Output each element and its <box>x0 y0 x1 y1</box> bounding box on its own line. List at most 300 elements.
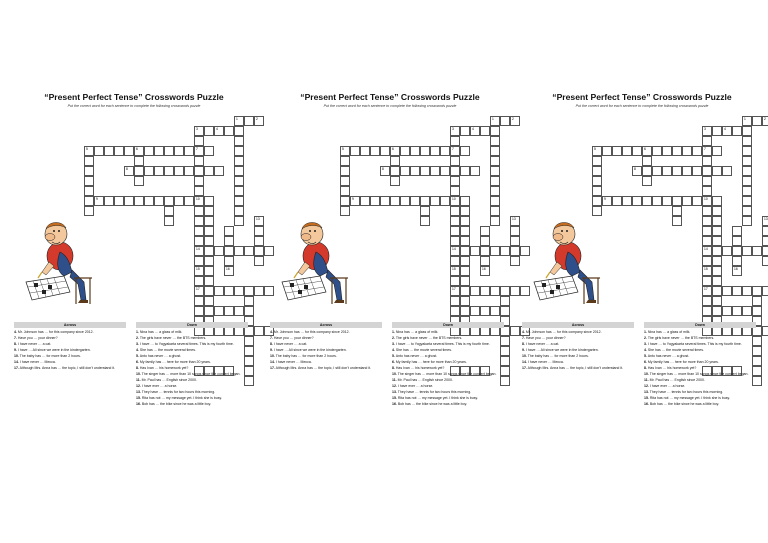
grid-cell <box>370 146 380 156</box>
clue-text: Although Mrs. Anna has … the topic, I still don't understand it. <box>526 366 624 371</box>
grid-cell <box>244 246 254 256</box>
clue-number: 15. <box>136 396 141 401</box>
grid-cell <box>602 146 612 156</box>
clue-text: Have you … your dinner? <box>272 336 314 341</box>
clue-number: 8. <box>644 366 647 371</box>
grid-cell <box>450 276 460 286</box>
grid-cell <box>204 256 214 266</box>
grid-cell <box>762 116 768 126</box>
grid-cell <box>184 166 194 176</box>
clue-text: She has … the movie several times. <box>646 348 704 353</box>
clue-text: Rita has not … my message yet. I think she is busy. <box>396 396 478 401</box>
clue-number: 9. <box>14 348 17 353</box>
clue-number: 9. <box>270 348 273 353</box>
across-clue <box>14 366 126 371</box>
grid-cell <box>224 226 234 236</box>
grid-cell <box>732 306 742 316</box>
grid-cell <box>742 186 752 196</box>
grid-cell <box>400 196 410 206</box>
down-clue <box>644 390 756 395</box>
down-list <box>136 330 248 407</box>
down-clue <box>136 342 248 347</box>
across-clues <box>14 322 126 372</box>
down-clue <box>136 348 248 353</box>
grid-cell <box>732 236 742 246</box>
down-clue <box>392 402 504 407</box>
grid-cell <box>420 166 430 176</box>
grid-cell <box>234 246 244 256</box>
grid-cell <box>460 216 470 226</box>
grid-cell <box>752 116 762 126</box>
grid-cell-number: 15 <box>452 266 456 271</box>
grid-cell <box>592 186 602 196</box>
grid-cell <box>722 166 732 176</box>
down-clue <box>136 354 248 359</box>
grid-cell-number: 7 <box>452 146 454 151</box>
grid-cell <box>490 246 500 256</box>
grid-cell <box>84 146 94 156</box>
clues-section <box>270 322 510 422</box>
clue-text: I have never … a cat. <box>16 342 52 347</box>
down-heading: Down <box>644 322 756 328</box>
grid-cell <box>234 166 244 176</box>
grid-cell <box>722 306 732 316</box>
grid-cell <box>460 146 470 156</box>
clues-section <box>14 322 254 422</box>
grid-cell <box>84 156 94 166</box>
grid-cell <box>490 136 500 146</box>
clue-text: I have ever … a horse. <box>648 384 686 389</box>
grid-cell <box>104 146 114 156</box>
clue-text: Anto has never … a ghost. <box>138 354 182 359</box>
grid-cell <box>672 206 682 216</box>
grid-cell <box>204 226 214 236</box>
grid-cell <box>712 196 722 206</box>
grid-cell-number: 2 <box>256 116 258 121</box>
grid-cell <box>234 126 244 136</box>
grid-cell <box>450 226 460 236</box>
grid-cell <box>430 166 440 176</box>
grid-cell <box>420 216 430 226</box>
down-heading: Down <box>392 322 504 328</box>
grid-cell <box>500 296 510 306</box>
grid-cell <box>450 246 460 256</box>
clue-text: Rita has not … my message yet. I think she is busy. <box>140 396 222 401</box>
grid-cell-number: 15 <box>704 266 708 271</box>
grid-cell <box>490 146 500 156</box>
grid-cell <box>84 196 94 206</box>
grid-cell-number: 7 <box>196 146 198 151</box>
grid-cell <box>370 196 380 206</box>
grid-cell <box>662 196 672 206</box>
grid-cell <box>612 196 622 206</box>
grid-cell <box>380 166 390 176</box>
grid-cell <box>390 166 400 176</box>
grid-cell <box>194 176 204 186</box>
down-clue <box>392 354 504 359</box>
grid-cell <box>254 256 264 266</box>
grid-cell <box>500 116 510 126</box>
grid-cell-number: 1 <box>744 116 746 121</box>
grid-cell <box>234 156 244 166</box>
grid-cell <box>592 166 602 176</box>
grid-cell <box>722 246 732 256</box>
grid-cell-number: 8 <box>634 166 636 171</box>
clue-text: I have … Ali since we were in the kindergarten. <box>524 348 599 353</box>
grid-cell <box>340 196 350 206</box>
grid-cell <box>662 166 672 176</box>
clue-number: 10. <box>644 372 649 377</box>
grid-cell <box>510 236 520 246</box>
grid-cell <box>450 176 460 186</box>
grid-cell <box>460 226 470 236</box>
down-clue <box>392 336 504 341</box>
grid-cell-number: 17 <box>452 286 456 291</box>
grid-cell <box>234 206 244 216</box>
grid-cell <box>712 296 722 306</box>
clue-text: They have … tennis for two hours this morning. <box>648 390 724 395</box>
down-clue <box>644 378 756 383</box>
grid-cell <box>460 276 470 286</box>
grid-cell <box>602 196 612 206</box>
grid-cell <box>702 216 712 226</box>
grid-cell <box>702 296 712 306</box>
grid-cell <box>204 306 214 316</box>
grid-cell <box>254 236 264 246</box>
grid-cell <box>672 166 682 176</box>
grid-cell <box>592 146 602 156</box>
grid-cell <box>510 216 520 226</box>
across-clue <box>270 354 382 359</box>
clue-number: 14. <box>14 360 19 365</box>
down-clue <box>644 360 756 365</box>
clue-number: 10. <box>136 372 141 377</box>
across-clue <box>270 348 382 353</box>
grid-cell <box>164 166 174 176</box>
grid-cell <box>420 146 430 156</box>
grid-cell <box>702 176 712 186</box>
clue-number: 6. <box>644 360 647 365</box>
grid-cell <box>94 146 104 156</box>
worksheet-copy-3 <box>522 92 768 422</box>
across-clues <box>270 322 382 372</box>
down-clue <box>136 330 248 335</box>
clue-text: Nina has … a glass of milk. <box>646 330 691 334</box>
clue-number: 8. <box>522 342 525 347</box>
grid-cell <box>702 276 712 286</box>
worksheet-copy-1 <box>14 92 260 422</box>
grid-cell-number: 13 <box>764 216 768 221</box>
clue-text: Mr. Paul has … English since 2000. <box>140 378 197 383</box>
grid-cell <box>642 176 652 186</box>
grid-cell <box>732 266 742 276</box>
clue-number: 12. <box>136 384 141 389</box>
across-clue <box>522 336 634 341</box>
clue-text: I have ever … a horse. <box>396 384 434 389</box>
grid-cell <box>652 146 662 156</box>
grid-cell <box>762 246 768 256</box>
grid-cell <box>254 246 264 256</box>
across-clue <box>14 342 126 347</box>
grid-cell <box>622 196 632 206</box>
grid-cell <box>480 266 490 276</box>
across-heading: Across <box>522 322 634 328</box>
grid-cell <box>470 306 480 316</box>
grid-cell <box>94 196 104 206</box>
grid-cell <box>470 246 480 256</box>
grid-cell <box>712 256 722 266</box>
grid-cell <box>410 166 420 176</box>
grid-cell <box>440 166 450 176</box>
grid-cell <box>662 146 672 156</box>
clue-number: 8. <box>136 366 139 371</box>
clue-text: The girls have never … the BTS members. <box>646 336 715 341</box>
grid-cell <box>460 206 470 216</box>
clue-text: I have … Ali since we were in the kindergarten. <box>272 348 347 353</box>
clue-number: 4. <box>14 330 17 334</box>
grid-cell <box>712 286 722 296</box>
down-clues <box>644 322 756 408</box>
grid-cell <box>194 166 204 176</box>
grid-cell <box>460 246 470 256</box>
grid-cell <box>254 216 264 226</box>
grid-cell <box>204 296 214 306</box>
clue-text: Although Mrs. Anna has … the topic, I still don't understand it. <box>18 366 116 371</box>
grid-cell-number: 4 <box>724 126 726 131</box>
clue-text: My family has … here for more than 20 years. <box>394 360 467 365</box>
grid-cell <box>400 146 410 156</box>
clue-number: 8. <box>14 342 17 347</box>
grid-cell <box>712 166 722 176</box>
worksheet-copy-2 <box>270 92 516 422</box>
grid-cell <box>742 306 752 316</box>
clue-number: 13. <box>136 390 141 395</box>
grid-cell <box>450 266 460 276</box>
grid-cell <box>490 216 500 226</box>
grid-cell <box>712 126 722 136</box>
across-heading: Across <box>270 322 382 328</box>
clue-number: 7. <box>14 336 17 341</box>
grid-cell-number: 1 <box>492 116 494 121</box>
grid-cell <box>742 136 752 146</box>
clue-text: I have … to Yogyakarta several times. This is my fourth time. <box>394 342 490 347</box>
across-clue <box>522 348 634 353</box>
puzzle-title: “Present Perfect Tense” Crosswords Puzzle <box>300 92 480 102</box>
grid-cell-number: 4 <box>216 126 218 131</box>
puzzle-subtitle: Put the correct word for each sentence to complete the following crosswords puzzle <box>575 104 709 108</box>
down-clue <box>136 366 248 371</box>
grid-cell <box>420 206 430 216</box>
grid-cell <box>480 246 490 256</box>
grid-cell <box>244 286 254 296</box>
grid-cell <box>124 196 134 206</box>
grid-cell-number: 16 <box>482 266 486 271</box>
grid-cell <box>134 176 144 186</box>
clue-text: Nina has … a glass of milk. <box>138 330 183 334</box>
clue-number: 8. <box>270 342 273 347</box>
clue-number: 13. <box>392 390 397 395</box>
across-clue <box>522 354 634 359</box>
grid-cell-number: 14 <box>704 246 708 251</box>
grid-cell <box>224 306 234 316</box>
grid-cell <box>450 296 460 306</box>
clue-number: 16. <box>392 402 397 407</box>
down-clue <box>136 402 248 407</box>
grid-cell <box>762 226 768 236</box>
grid-cell <box>510 256 520 266</box>
clue-text: She has … the movie several times. <box>138 348 196 353</box>
clue-text: Mr. Paul has … English since 2000. <box>648 378 705 383</box>
grid-cell <box>340 146 350 156</box>
grid-cell <box>480 126 490 136</box>
grid-cell <box>440 196 450 206</box>
grid-cell <box>124 166 134 176</box>
grid-cell <box>224 256 234 266</box>
grid-cell <box>742 176 752 186</box>
grid-cell <box>712 266 722 276</box>
grid-cell <box>144 196 154 206</box>
across-clue <box>270 336 382 341</box>
clue-number: 1. <box>644 330 647 334</box>
across-clues <box>522 322 634 372</box>
grid-cell <box>390 156 400 166</box>
clue-text: I have never … a cat. <box>524 342 560 347</box>
across-clue <box>14 354 126 359</box>
clue-text: Have you … your dinner? <box>16 336 58 341</box>
down-clue <box>392 372 504 377</box>
grid-cell <box>450 256 460 266</box>
grid-cell <box>350 196 360 206</box>
grid-cell <box>164 146 174 156</box>
grid-cell <box>204 266 214 276</box>
grid-cell <box>702 236 712 246</box>
grid-cell-number: 3 <box>452 126 454 131</box>
grid-cell <box>702 206 712 216</box>
grid-cell <box>470 286 480 296</box>
down-clues <box>392 322 504 408</box>
grid-cell <box>500 306 510 316</box>
grid-cell <box>84 166 94 176</box>
grid-cell <box>234 136 244 146</box>
grid-cell <box>204 206 214 216</box>
clue-number: 9. <box>522 348 525 353</box>
grid-cell <box>154 166 164 176</box>
grid-cell <box>390 146 400 156</box>
grid-cell <box>490 166 500 176</box>
clue-text: I have never … Mecca. <box>274 360 312 365</box>
grid-cell <box>350 146 360 156</box>
grid-cell <box>592 176 602 186</box>
clue-number: 16. <box>136 402 141 407</box>
grid-cell <box>592 196 602 206</box>
grid-cell <box>234 196 244 206</box>
grid-cell <box>762 326 768 336</box>
grid-cell <box>194 266 204 276</box>
grid-cell <box>490 126 500 136</box>
clue-text: I have never … Mecca. <box>18 360 56 365</box>
grid-cell <box>722 126 732 136</box>
grid-cell-number: 9 <box>96 196 98 201</box>
clue-text: Mr. Johnson has … for this company since 2012. <box>524 330 602 334</box>
clue-number: 10. <box>522 354 527 359</box>
clue-number: 4. <box>136 348 139 353</box>
grid-cell <box>712 146 722 156</box>
grid-cell <box>124 146 134 156</box>
grid-cell <box>702 156 712 166</box>
grid-cell <box>712 236 722 246</box>
across-clue <box>270 342 382 347</box>
clue-number: 4. <box>392 348 395 353</box>
grid-cell <box>340 186 350 196</box>
down-clue <box>644 384 756 389</box>
down-clues <box>136 322 248 408</box>
clue-number: 2. <box>392 336 395 341</box>
clue-number: 10. <box>270 354 275 359</box>
grid-cell-number: 5 <box>594 146 596 151</box>
down-clue <box>392 342 504 347</box>
grid-cell <box>480 256 490 266</box>
grid-cell <box>254 286 264 296</box>
grid-cell <box>612 146 622 156</box>
grid-cell <box>702 126 712 136</box>
grid-cell <box>672 146 682 156</box>
clue-text: Bob has … the bike since he was a little boy. <box>140 402 212 407</box>
down-clue <box>136 378 248 383</box>
clue-text: My family has … here for more than 20 years. <box>138 360 211 365</box>
across-clue <box>522 366 634 371</box>
grid-cell-number: 10 <box>196 196 200 201</box>
grid-cell <box>104 196 114 206</box>
grid-cell <box>234 176 244 186</box>
down-clue <box>392 390 504 395</box>
clue-number: 7. <box>270 336 273 341</box>
down-clue <box>644 330 756 335</box>
grid-cell <box>244 116 254 126</box>
clue-number: 4. <box>644 348 647 353</box>
across-list <box>270 330 382 371</box>
grid-cell <box>732 246 742 256</box>
clues-section <box>522 322 762 422</box>
clue-text: Anto has never … a ghost. <box>646 354 690 359</box>
clue-text: She has … the movie several times. <box>394 348 452 353</box>
clue-number: 11. <box>392 378 397 383</box>
grid-cell <box>652 196 662 206</box>
grid-cell-number: 10 <box>452 196 456 201</box>
grid-cell <box>752 306 762 316</box>
grid-cell <box>712 216 722 226</box>
grid-cell <box>642 196 652 206</box>
grid-cell <box>742 166 752 176</box>
down-clue <box>644 354 756 359</box>
grid-cell <box>712 276 722 286</box>
grid-cell <box>672 216 682 226</box>
clue-number: 3. <box>392 342 395 347</box>
grid-cell <box>592 156 602 166</box>
grid-cell <box>490 206 500 216</box>
grid-cell <box>762 286 768 296</box>
grid-cell <box>490 196 500 206</box>
clue-text: Mr. Johnson has … for this company since 2012. <box>272 330 350 334</box>
clue-number: 15. <box>392 396 397 401</box>
grid-cell <box>154 196 164 206</box>
grid-cell <box>340 156 350 166</box>
grid-cell <box>702 186 712 196</box>
down-heading: Down <box>136 322 248 328</box>
grid-cell <box>762 256 768 266</box>
grid-cell <box>224 286 234 296</box>
clue-number: 3. <box>136 342 139 347</box>
grid-cell <box>460 236 470 246</box>
